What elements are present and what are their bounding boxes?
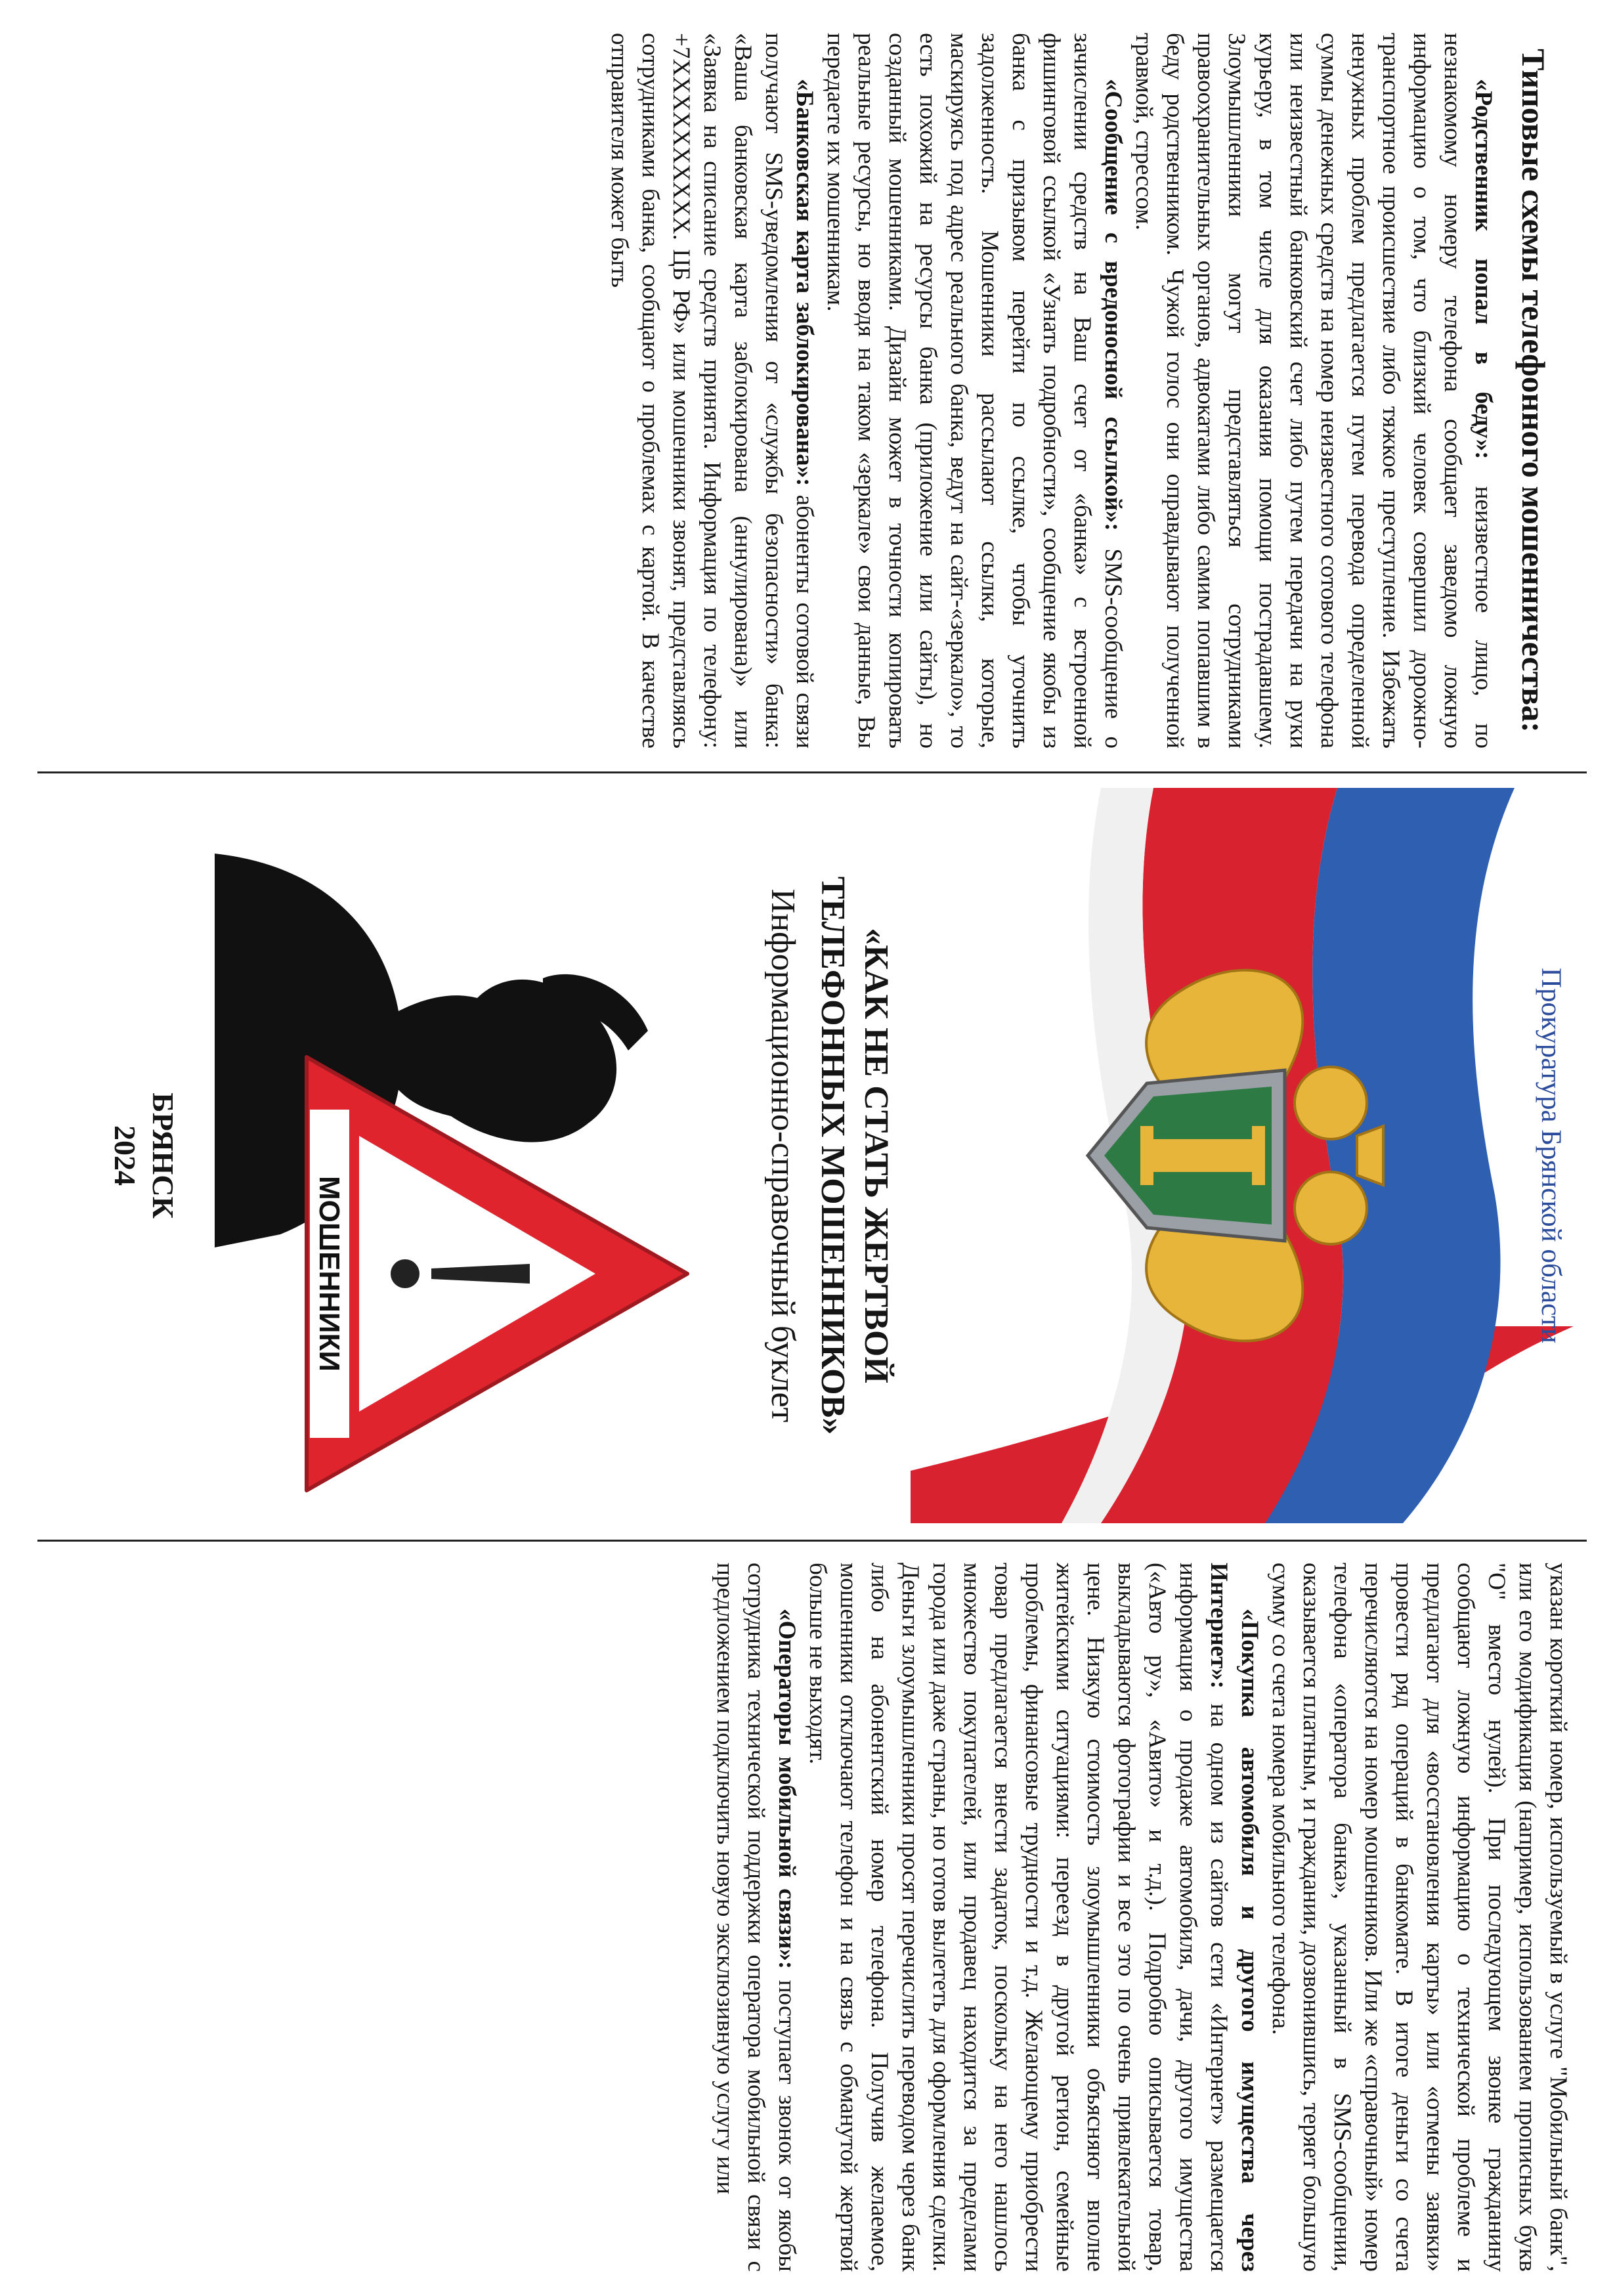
scheme-paragraph: «Покупка автомобиля и другого имущества через Интернет»: на одном из сайтов сети «Интернет» размещается информация о продаже автомобиля, дачи, другого имущества («Авто ру», «Авито» и т.д.). Подробно описывается товар, выкладываются фотографии и все это по очень привлекательной цене. Низкую стоимость злоумышленники объясняют вполне житейскими ситуациями: переезд в другой регион, семейные проблемы, финансовые трудности и т.д. Желающему приобрести товар предлагается внести задаток, поскольку на него нашлось множество покупателей, или продавец находится за пределами города или даже страны, но готов вылететь для оформления сделки. Деньги злоумышленники просят перечислить переводом через банк либо на абонентский номер телефона. Получив желаемое, мошенники отключают телефон и на связь с обманутой жертвой больше не выходят. bbox=[804, 1563, 1263, 2272]
organization-name: Прокуратура Брянской области bbox=[1536, 967, 1566, 1344]
panel-cover bbox=[44, 788, 1574, 1523]
scheme-paragraph: указан короткий номер, используемый в услуге "Мобильный банк", или его модификация (например, использованием прописных букв "О" вместо нулей). При последующем звонке гражданину сообщают ложную информацию о технической проблеме и предлагают для «восстановления карты» или «отмены заявки» провести ряд операций в банкомате. В итоге деньги со счета перечисляются на номер мошенников. Или же «справочный» номер телефона «оператора банка», указанный в SMS-сообщении, оказывается платным, и граждании, дозвонившись, теряет большую сумму со счета номера мобильного телефона. bbox=[1267, 1563, 1572, 2272]
booklet-subtitle: Информационно-справочный буклет bbox=[764, 888, 802, 1423]
warning-illustration bbox=[215, 814, 727, 1497]
booklet-title: «КАК НЕ СТАТЬ ЖЕРТВОЙ ТЕЛЕФОННЫХ МОШЕННИКОВ» bbox=[814, 876, 895, 1435]
fold-line bbox=[37, 771, 1587, 773]
panel-fraud-schemes-continued bbox=[44, 1556, 1574, 2278]
scheme-paragraph: «Банковская карта заблокирована»: абоненты сотовой связи получают SMS-уведомления от «службы безопасности» банка: «Ваша банковская карта заблокирована (аннулирована)» или «Заявка на списание средств принята. Информация по телефону: +7XXXXXXXXXX. ЦБ РФ» или мошенники звонят, представляясь сотрудниками банка, сообщают о проблемах с картой. В качестве отправителя может быть bbox=[606, 33, 818, 748]
fold-line bbox=[37, 1540, 1587, 1542]
prosecutor-emblem-icon bbox=[911, 788, 1574, 1523]
scheme-paragraph: «Родственник попал в беду»: неизвестное лицо, по незнакомому номеру телефона сообщает заведомо ложную информацию о том, что близкий человек совершил дорожно-транспортное происшествие либо тяжкое преступление. Избежать ненужных проблем предлагается путем перевода определенной суммы денежных средств на номер неизвестного сотового телефона или неизвестный банковский счет либо путем передачи на руки курьеру, в том числе для оказания помощи пострадавшему. Злоумышленники могут представляться сотрудниками правоохранительных органов, адвокатами либо самим попавшим в беду родственником. Чужой голос они оправдывают полученной травмой, стрессом. bbox=[1130, 33, 1497, 748]
sign-label: МОШЕННИКИ bbox=[313, 1175, 345, 1372]
scheme-paragraph: «Операторы мобильной связи»: поступает звонок от якобы сотрудника технической поддержки оператора мобильной связи с предложением подключить новую эксклюзивную услугу или bbox=[712, 1563, 800, 2272]
scheme-paragraph: «Сообщение с вредоносной ссылкой»: SMS-сообщение о зачислении средств на Ваш счет от «банка» с встроенной фишинговой ссылкой «Узнать подробности», сообщение якобы из банка с призывом перейти по ссылке, чтобы уточнить задолженность. Мошенники рассылают ссылки, которые, маскируясь под адрес реального банка, ведут на сайт-«зеркало», то есть похожий на ресурсы банка (приложение или сайты), но созданный мошенниками. Дизайн может в точности копировать реальные ресурсы, но вводя на таком «зеркале» свои данные, Вы передаете их мошенникам. bbox=[822, 33, 1127, 749]
flag-emblem-illustration bbox=[911, 788, 1574, 1523]
schemes-heading: Типовые схемы телефонного мошенничества: bbox=[1515, 49, 1552, 733]
publication-place: БРЯНСК 2024 bbox=[108, 1093, 180, 1219]
panel-fraud-schemes bbox=[44, 26, 1574, 755]
